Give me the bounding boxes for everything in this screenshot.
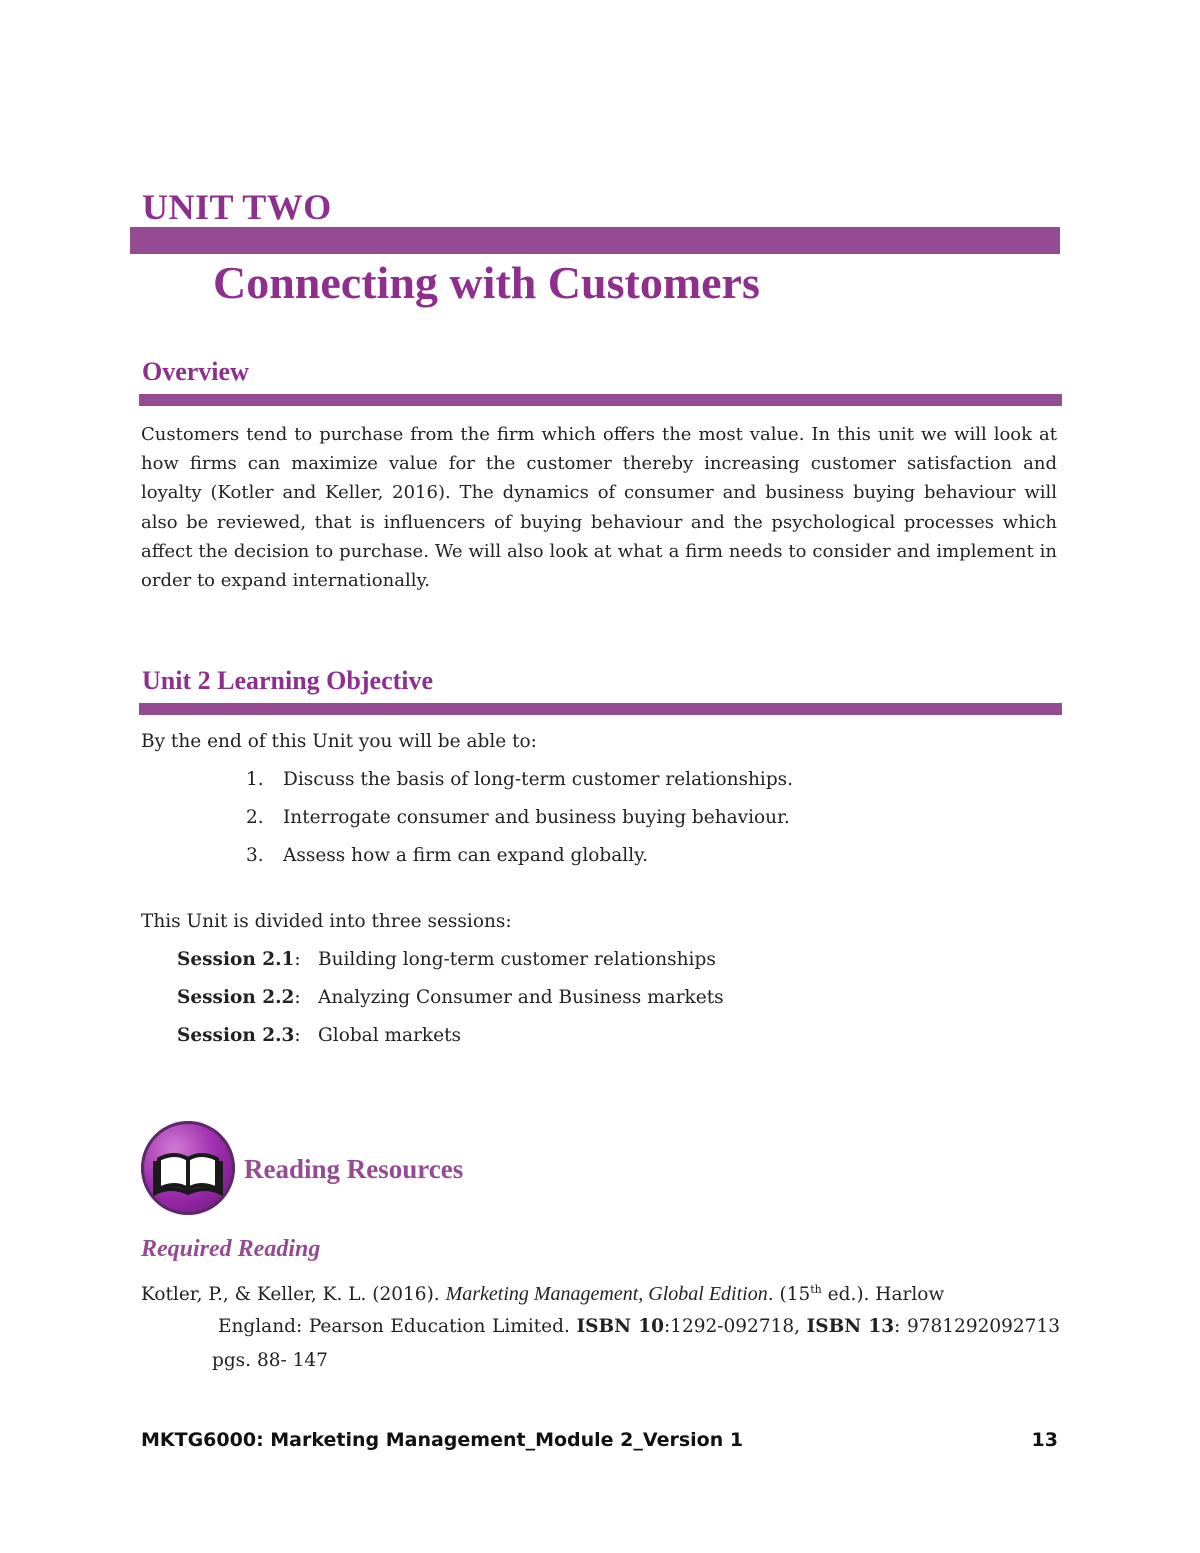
footer-module-title: MKTG6000: Marketing Management_Module 2_Version 1 — [141, 1429, 744, 1451]
session-title: Global markets — [318, 1025, 462, 1046]
overview-divider-bar — [139, 394, 1062, 406]
title-divider-bar — [130, 227, 1060, 254]
overview-paragraph: Customers tend to purchase from the firm which offers the most value. In this unit we will look at how firms can maximize value for the customer thereby increasing customer satisfaction and loyalty (Kotler and Keller, 2016). The dynamics of consumer and business buying behaviour will also be reviewed, that is influencers of buying behaviour and the psychological processes which affect the decision to purchase. We will also look at what a firm needs to consider and implement in order to expand internationally. — [141, 424, 1057, 592]
open-book-icon — [141, 1121, 235, 1215]
session-title: Building long-term customer relationships — [318, 949, 716, 970]
overview-heading: Overview — [142, 357, 249, 386]
reference-line-2: England: Pearson Education Limited. ISBN 10:1292-092718, ISBN 13: 9781292092713 — [218, 1316, 1060, 1337]
objective-number: 1. — [246, 769, 264, 790]
objective-item: Interrogate consumer and business buying behaviour. — [283, 807, 790, 828]
objectives-intro: By the end of this Unit you will be able to: — [141, 731, 537, 752]
unit-label: UNIT TWO — [142, 187, 332, 227]
objective-item: Assess how a firm can expand globally. — [283, 845, 649, 866]
unit-title: Connecting with Customers — [213, 257, 760, 308]
session-label: Session 2.3: — [177, 1025, 301, 1046]
objective-number: 3. — [246, 845, 264, 866]
open-book-icon-graphic — [141, 1121, 235, 1215]
objectives-heading: Unit 2 Learning Objective — [142, 666, 434, 695]
reference-line-1: Kotler, P., & Keller, K. L. (2016). Marketing Management, Global Edition. (15th ed.). Harlow — [141, 1283, 945, 1306]
session-title: Analyzing Consumer and Business markets — [318, 987, 724, 1008]
objectives-divider-bar — [139, 703, 1062, 715]
sessions-intro: This Unit is divided into three sessions: — [141, 911, 512, 932]
session-label: Session 2.1: — [177, 949, 301, 970]
reading-resources-heading: Reading Resources — [244, 1154, 464, 1184]
reference-pages: pgs. 88- 147 — [212, 1350, 328, 1371]
objective-item: Discuss the basis of long-term customer relationships. — [283, 769, 794, 790]
session-label: Session 2.2: — [177, 987, 301, 1008]
footer-page-number: 13 — [1031, 1429, 1058, 1451]
objective-number: 2. — [246, 807, 264, 828]
required-reading-heading: Required Reading — [141, 1236, 321, 1262]
